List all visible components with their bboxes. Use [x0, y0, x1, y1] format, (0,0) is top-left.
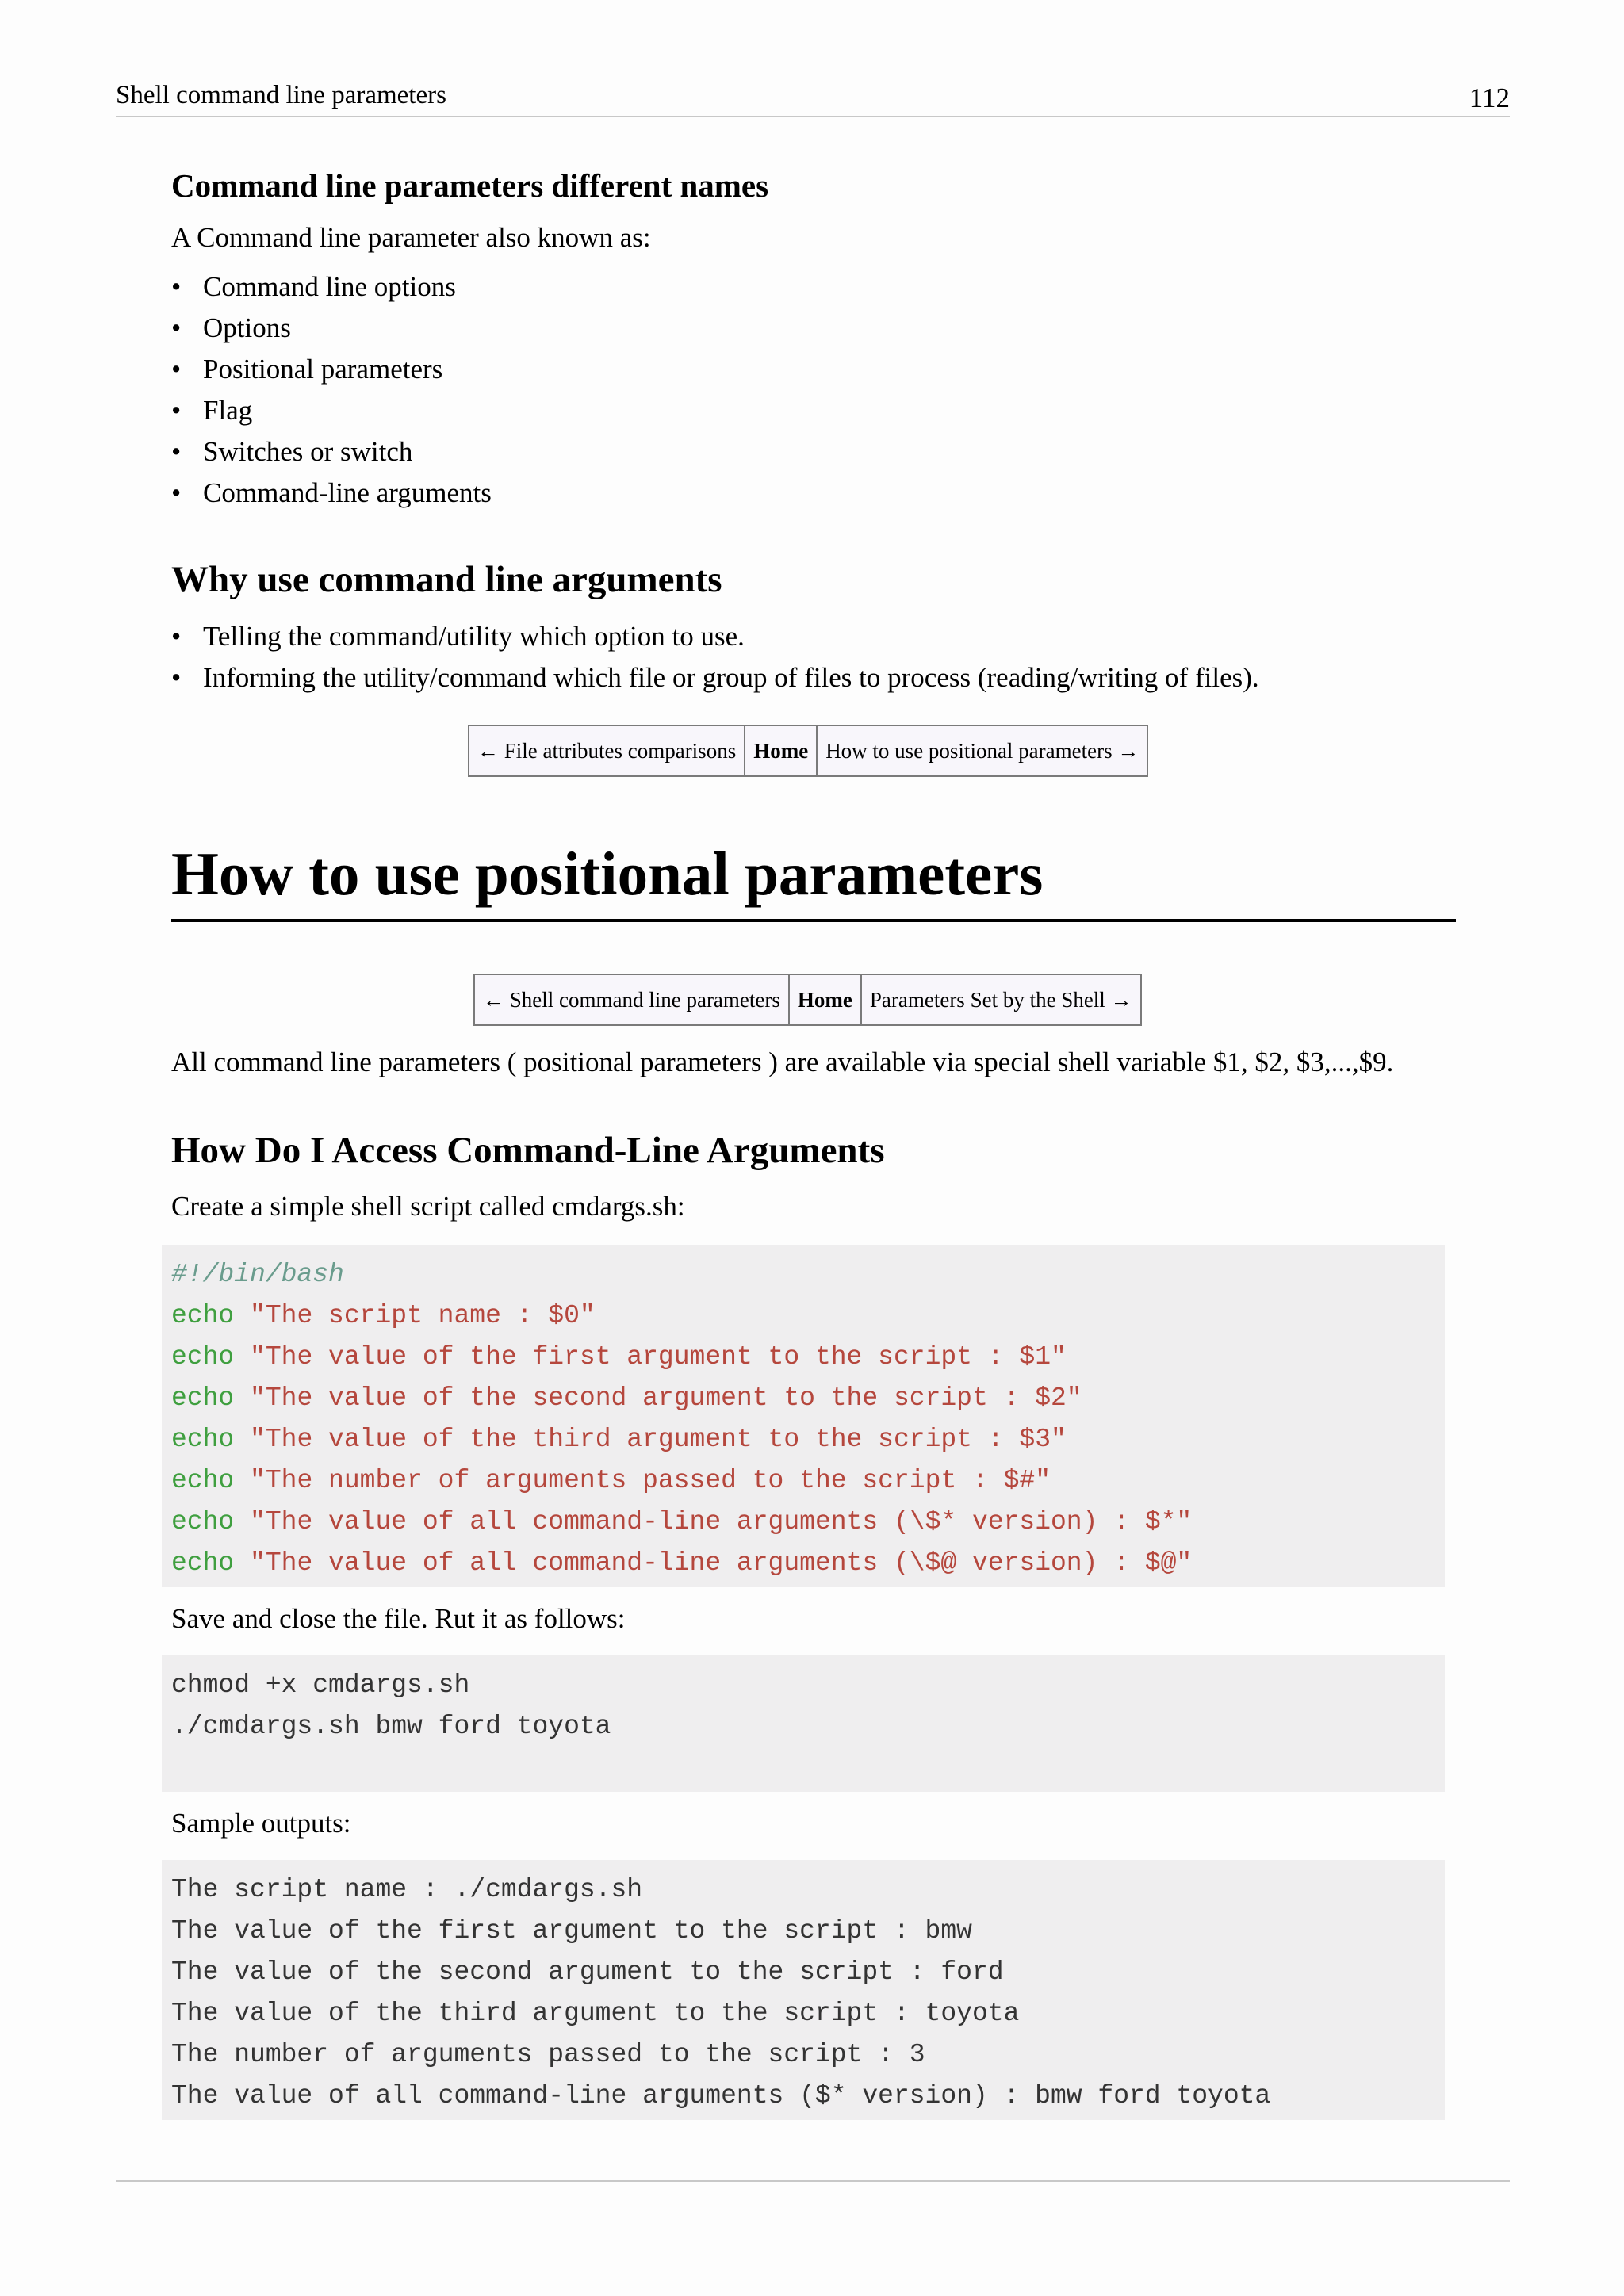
list-item: • Switches or switch [171, 431, 492, 473]
code-line: ./cmdargs.sh bmw ford toyota [171, 1712, 611, 1741]
page-number: 112 [1469, 82, 1510, 113]
code-line [171, 1378, 1445, 1419]
list-item: • Command-line arguments [171, 473, 492, 514]
code-line-shebang: #!/bin/bash [171, 1260, 344, 1289]
script-code-block [162, 1245, 1445, 1587]
output-code-block [162, 1860, 1445, 2120]
list-item: • Telling the command/utility which option to use. [171, 616, 1259, 657]
run-code-block [162, 1655, 1445, 1792]
code-keyword: echo [171, 1466, 235, 1495]
save-instructions: Save and close the file. Rut it as follows: [171, 1603, 626, 1634]
code-string: "The value of all command-line arguments (\$@ version) : $@" [250, 1548, 1193, 1578]
code-string: "The value of the second argument to the script : $2" [250, 1383, 1082, 1413]
code-line [171, 1337, 1445, 1378]
code-line [171, 1543, 1445, 1584]
code-line [171, 1419, 1445, 1460]
nav-prev-link[interactable]: ← Shell command line parameters [483, 987, 780, 1012]
list-item: • Flag [171, 390, 492, 431]
nav-next-link[interactable]: How to use positional parameters → [816, 726, 1147, 775]
nav-next-link[interactable]: Parameters Set by the Shell → [860, 975, 1140, 1024]
section-heading-access: How Do I Access Command-Line Arguments [171, 1130, 885, 1171]
code-line [171, 1502, 1445, 1543]
page-header [116, 79, 1510, 117]
code-keyword: echo [171, 1383, 235, 1413]
why-list [171, 616, 1259, 698]
code-line: The value of the second argument to the script : ford [171, 1957, 1004, 1987]
list-item: • Options [171, 308, 492, 349]
nav-prev-link[interactable]: ← File attributes comparisons [477, 738, 737, 763]
code-line: The number of arguments passed to the script : 3 [171, 2040, 925, 2069]
nav-box-chapter [473, 974, 1142, 1026]
code-keyword: echo [171, 1507, 235, 1536]
code-string: "The number of arguments passed to the script : $#" [250, 1466, 1051, 1495]
section-intro: Create a simple shell script called cmdargs.sh: [171, 1191, 685, 1222]
code-string: "The value of the third argument to the script : $3" [250, 1425, 1067, 1454]
section-intro: A Command line parameter also known as: [171, 222, 651, 253]
nav-box-top [468, 725, 1148, 777]
names-list [171, 266, 492, 514]
chapter-title: How to use positional parameters [171, 839, 1456, 922]
code-keyword: echo [171, 1301, 235, 1330]
code-string: "The value of the first argument to the script : $1" [250, 1342, 1067, 1372]
list-item: • Informing the utility/command which file or group of files to process (reading/writing of files). [171, 657, 1259, 698]
list-item: • Positional parameters [171, 349, 492, 390]
code-line [171, 1295, 1445, 1337]
positional-intro: All command line parameters ( positional parameters ) are available via special shell variable $1, $2, $3,...,$9. [171, 1047, 1394, 1077]
code-keyword: echo [171, 1548, 235, 1578]
running-title: Shell command line parameters [116, 81, 446, 109]
code-line: The value of all command-line arguments ($* version) : bmw ford toyota [171, 2081, 1271, 2110]
code-string: "The script name : $0" [250, 1301, 596, 1330]
code-line [171, 1460, 1445, 1502]
footer-divider [116, 2180, 1510, 2182]
nav-home-link[interactable]: Home [788, 975, 860, 1024]
nav-home-link[interactable]: Home [744, 726, 816, 775]
code-keyword: echo [171, 1342, 235, 1372]
code-string: "The value of all command-line arguments (\$* version) : $*" [250, 1507, 1193, 1536]
section-heading-different-names: Command line parameters different names [171, 167, 769, 204]
code-line: The script name : ./cmdargs.sh [171, 1875, 643, 1904]
code-line: The value of the third argument to the script : toyota [171, 1999, 1020, 2028]
code-keyword: echo [171, 1425, 235, 1454]
code-line: The value of the first argument to the script : bmw [171, 1916, 972, 1946]
code-line: chmod +x cmdargs.sh [171, 1670, 470, 1700]
sample-outputs-label: Sample outputs: [171, 1808, 351, 1839]
section-heading-why-use: Why use command line arguments [171, 559, 722, 600]
list-item: • Command line options [171, 266, 492, 308]
